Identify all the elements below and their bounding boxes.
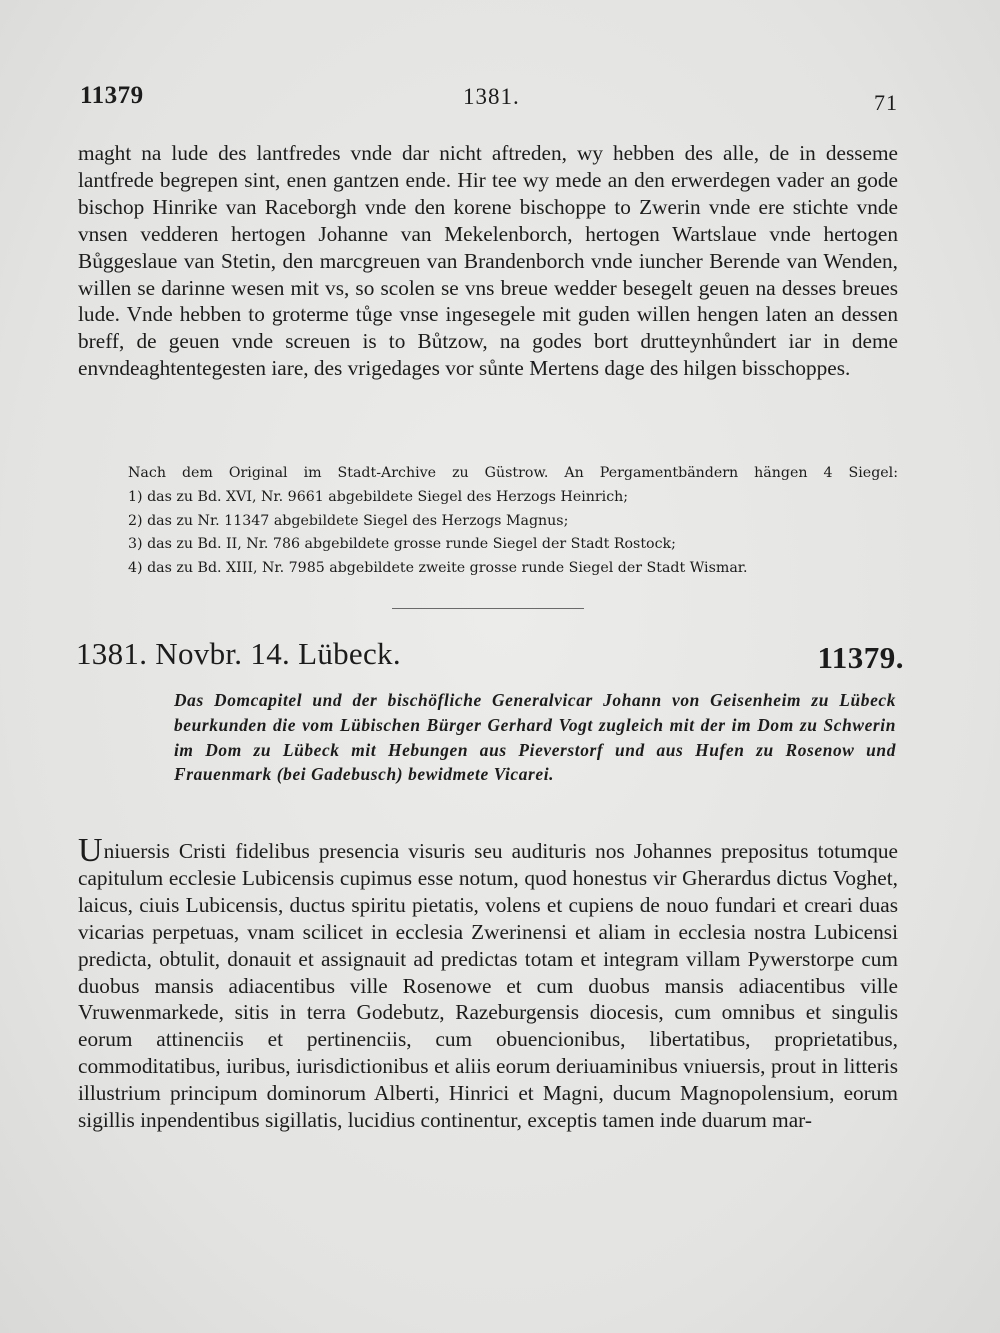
charter-text-block xyxy=(78,832,898,1134)
charter-paragraph xyxy=(78,832,898,1134)
charter-initial-letter: U xyxy=(78,832,103,869)
continuation-paragraph: maght na lude des lantfredes vnde dar nicht aftreden, wy hebben des alle, de in desseme lantfrede begrepen sint, enen gantzen ende. Hir tee wy mede an den erwerdegen vader an gode bischop Hinrike van Raceborgh vnde den korene bischoppe to Zwerin vnde ere stichte vnde vnsen vedderen hertogen Johanne van Mekelenborch, hertogen Wartslaue vnde hertogen Bůggeslaue van Stetin, den marcgreuen van Brandenborch vnde iuncher Berende van Wenden, willen se darinne wesen mit vs, so scolen se vns breue wedder besegelt geuen na desses breues lude. Vnde hebben to groterme tůge vnse ingesegele mit guden willen hengen laten an dessen breff, de geuen vnde screuen is to Bůtzow, na godes bort drutteynhůndert iar in deme envndeaghtentegesten iare, des vrigedages vor sůnte Mertens dage des hilgen bisschoppes. xyxy=(78,141,898,381)
seal-note-3: 3) das zu Bd. II, Nr. 786 abgebildete grosse runde Siegel der Stadt Rostock; xyxy=(128,536,676,553)
seal-note-1: 1) das zu Bd. XVI, Nr. 9661 abgebildete Siegel des Herzogs Heinrich; xyxy=(128,488,629,505)
page-number: 71 xyxy=(874,90,898,115)
source-notes xyxy=(128,462,898,581)
source-note-line: Nach dem Original im Stadt-Archive zu Güstrow. An Pergamentbändern hängen 4 Siegel: xyxy=(128,465,898,481)
regest-summary: Das Domcapitel und der bischöfliche Generalvicar Johann von Geisenheim zu Lübeck beurkunden die vom Lübischen Bürger Gerhard Vogt zugleich mit der im Dom zu Schwerin im Dom zu Lübeck mit Hebungen aus Pieverstorf und aus Hufen zu Rosenow und Frauenmark (bei Gadebusch) bewidmete Vicarei. xyxy=(174,690,896,785)
continuation-text-block xyxy=(78,140,898,382)
heading-document-number: 11379. xyxy=(817,640,904,675)
running-head-document-number: 11379 xyxy=(80,82,144,109)
heading-date-place: 1381. Novbr. 14. Lübeck. xyxy=(76,636,401,671)
section-divider xyxy=(392,608,584,609)
seal-note-4: 4) das zu Bd. XIII, Nr. 7985 abgebildete zweite grosse runde Siegel der Stadt Wismar. xyxy=(128,560,748,577)
seal-note-2: 2) das zu Nr. 11347 abgebildete Siegel des Herzogs Magnus; xyxy=(128,512,569,529)
running-head xyxy=(78,82,898,116)
running-head-year: 1381. xyxy=(463,84,520,109)
document-heading xyxy=(76,636,904,684)
charter-text: niuersis Cristi fidelibus presencia visuris seu audituris nos Johannes prepositus totumque capitulum ecclesie Lubicensis cupimus esse notum, quod honestus vir Gherardus dictus Voghet, laicus, ciuis Lubicensis, ductus spiritu pietatis, volens et cupiens de nouo fundari et creari duas vicarias perpetuas, vnam scilicet in ecclesia Zwerinensi et aliam in ecclesia nostra Lubicensi predicta, obtulit, donauit et assignauit ad predictas totam et integram villam Pywerstorpe cum duobus mansis adiacentibus ville Rosenowe et cum duobus mansis adiacentibus ville Vruwenmarkede, sitis in terra Godebutz, Razeburgensis diocesis, cum omnibus et singulis eorum attinenciis et pertinenciis, cum obuencionibus, libertatibus, proprietatibus, commoditatibus, iuribus, iurisdictionibus et aliis eorum deriuaminibus vniuersis, prout in litteris illustrium principum dominorum Alberti, Hinrici et Magni, ducum Magnopolensium, eorum sigillis inpendentibus sigillatis, lucidius continentur, exceptis tamen inde duarum mar- xyxy=(78,839,898,1133)
